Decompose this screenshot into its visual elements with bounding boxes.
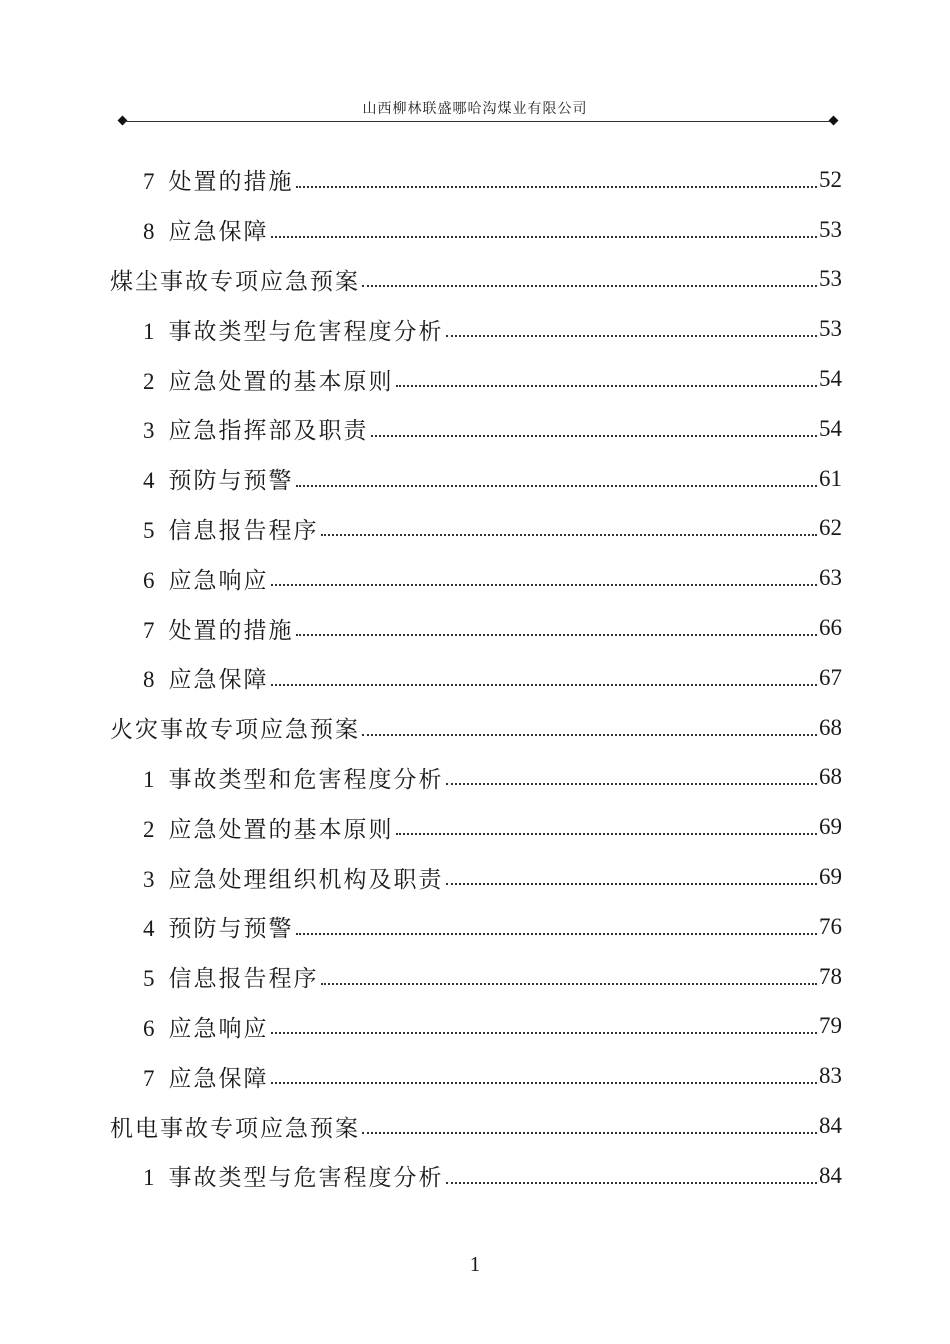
toc-dot-leader: [446, 761, 818, 785]
toc-entry-label: [143, 163, 294, 196]
toc-dot-leader: [271, 1060, 818, 1084]
toc-entry-page: 66: [819, 615, 842, 641]
toc-entry-number: 8: [143, 219, 157, 245]
toc-entry-title: 应急保障: [168, 667, 269, 694]
toc-entry-page: 62: [819, 515, 842, 541]
toc-entry-number: 5: [143, 966, 157, 992]
toc-dot-leader: [271, 662, 818, 686]
toc-entry-title: 应急保障: [168, 1065, 269, 1092]
toc-entry[interactable]: [110, 603, 842, 653]
toc-dot-leader: [271, 562, 818, 586]
table-of-contents: [110, 155, 842, 1201]
toc-entry-number: 3: [143, 866, 157, 892]
toc-entry-title: 应急处理组织机构及职责: [168, 866, 444, 893]
toc-entry-title: 应急处置的基本原则: [168, 816, 394, 843]
toc-entry-title: 应急响应: [168, 567, 269, 594]
toc-dot-leader: [446, 861, 818, 885]
toc-entry[interactable]: [110, 304, 842, 354]
toc-dot-leader: [321, 512, 818, 536]
toc-dot-leader: [296, 164, 818, 188]
toc-entry-label: [143, 1010, 269, 1043]
toc-entry-label: [143, 612, 294, 645]
toc-entry-page: 53: [819, 216, 842, 242]
toc-entry-label: [143, 412, 369, 445]
toc-dot-leader: [362, 1110, 817, 1134]
toc-entry-label: [110, 1110, 360, 1143]
toc-entry-label: [143, 761, 444, 794]
toc-entry[interactable]: [110, 1002, 842, 1052]
toc-entry-title: 信息报告程序: [168, 517, 319, 544]
toc-dot-leader: [271, 214, 818, 238]
toc-entry-title: 应急保障: [168, 219, 269, 246]
toc-entry[interactable]: [110, 454, 842, 504]
header-rule: [124, 121, 834, 122]
toc-entry-page: 84: [819, 1113, 842, 1139]
toc-entry-title: 应急处置的基本原则: [168, 368, 394, 395]
toc-entry-label: [143, 1060, 269, 1093]
toc-entry-page: 52: [819, 166, 842, 192]
toc-entry-page: 68: [819, 764, 842, 790]
toc-entry-page: 68: [819, 714, 842, 740]
toc-entry-page: 69: [819, 814, 842, 840]
toc-entry-page: 53: [819, 266, 842, 292]
toc-dot-leader: [296, 911, 818, 935]
toc-entry-number: 5: [143, 517, 157, 543]
toc-dot-leader: [296, 463, 818, 487]
toc-entry-label: [143, 462, 294, 495]
toc-entry[interactable]: [110, 354, 842, 404]
toc-entry-page: 69: [819, 864, 842, 890]
toc-entry-title: 信息报告程序: [168, 966, 319, 993]
toc-entry[interactable]: [110, 753, 842, 803]
toc-entry-number: 6: [143, 1015, 157, 1041]
toc-entry-title: 应急响应: [168, 1015, 269, 1042]
toc-dot-leader: [446, 1160, 818, 1184]
toc-entry-label: [110, 711, 360, 744]
toc-entry-number: 7: [143, 169, 157, 195]
toc-dot-leader: [396, 363, 818, 387]
toc-entry-page: 84: [819, 1162, 842, 1188]
toc-entry-page: 83: [819, 1063, 842, 1089]
toc-entry-number: 4: [143, 468, 157, 494]
toc-entry-number: 2: [143, 368, 157, 394]
toc-entry-title: 应急指挥部及职责: [168, 418, 369, 445]
toc-entry-label: [143, 811, 394, 844]
toc-entry-number: 6: [143, 567, 157, 593]
toc-entry-number: 4: [143, 916, 157, 942]
toc-entry-page: 67: [819, 664, 842, 690]
toc-entry[interactable]: [110, 952, 842, 1002]
toc-entry-title: 处置的措施: [168, 169, 294, 196]
toc-entry-label: [143, 562, 269, 595]
toc-entry[interactable]: [110, 1151, 842, 1201]
toc-entry-page: 53: [819, 316, 842, 342]
toc-entry[interactable]: [110, 1051, 842, 1101]
toc-entry-title: 事故类型与危害程度分析: [168, 318, 444, 345]
toc-entry-label: [143, 1159, 444, 1192]
toc-entry-label: [143, 512, 319, 545]
toc-entry-label: [143, 861, 444, 894]
toc-entry[interactable]: [110, 504, 842, 554]
page-number: 1: [469, 1252, 481, 1276]
toc-dot-leader: [321, 961, 818, 985]
toc-entry-title: 处置的措施: [168, 617, 294, 644]
toc-dot-leader: [371, 413, 818, 437]
toc-entry-number: 7: [143, 617, 157, 643]
toc-entry[interactable]: [110, 902, 842, 952]
toc-entry-label: [143, 363, 394, 396]
toc-entry-title: 预防与预警: [168, 916, 294, 943]
toc-dot-leader: [296, 612, 818, 636]
toc-entry-number: 1: [143, 766, 157, 792]
toc-entry-page: 61: [819, 465, 842, 491]
toc-dot-leader: [362, 712, 817, 736]
toc-entry[interactable]: [110, 155, 842, 205]
toc-entry[interactable]: [110, 205, 842, 255]
toc-entry-page: 79: [819, 1013, 842, 1039]
toc-entry-title: 预防与预警: [168, 468, 294, 495]
toc-dot-leader: [446, 313, 818, 337]
toc-entry-page: 76: [819, 913, 842, 939]
toc-entry[interactable]: [110, 404, 842, 454]
toc-entry[interactable]: [110, 553, 842, 603]
toc-entry-page: 78: [819, 963, 842, 989]
toc-entry-page: 54: [819, 415, 842, 441]
toc-entry-title: 煤尘事故专项应急预案: [110, 268, 360, 295]
toc-entry-number: 1: [143, 318, 157, 344]
toc-entry-number: 2: [143, 816, 157, 842]
toc-entry-label: [143, 213, 269, 246]
toc-entry-number: 7: [143, 1065, 157, 1091]
toc-entry-label: [143, 910, 294, 943]
toc-entry-title: 事故类型与危害程度分析: [168, 1165, 444, 1192]
toc-entry-title: 机电事故专项应急预案: [110, 1115, 360, 1142]
toc-entry-label: [143, 960, 319, 993]
toc-entry[interactable]: [110, 852, 842, 902]
toc-entry-page: 63: [819, 565, 842, 591]
toc-entry-label: [143, 661, 269, 694]
toc-entry-label: [143, 313, 444, 346]
toc-entry-number: 1: [143, 1165, 157, 1191]
toc-entry[interactable]: [110, 1101, 842, 1151]
toc-entry-title: 事故类型和危害程度分析: [168, 766, 444, 793]
toc-entry[interactable]: [110, 703, 842, 753]
toc-dot-leader: [396, 811, 818, 835]
toc-entry[interactable]: [110, 802, 842, 852]
toc-dot-leader: [271, 1010, 818, 1034]
toc-dot-leader: [362, 263, 817, 287]
toc-entry-page: 54: [819, 366, 842, 392]
toc-entry[interactable]: [110, 653, 842, 703]
page-header-company: 山西柳林联盛哪哈沟煤业有限公司: [362, 101, 588, 117]
toc-entry-title: 火灾事故专项应急预案: [110, 717, 360, 744]
toc-entry[interactable]: [110, 255, 842, 305]
toc-entry-label: [110, 263, 360, 296]
toc-entry-number: 8: [143, 667, 157, 693]
toc-entry-number: 3: [143, 418, 157, 444]
